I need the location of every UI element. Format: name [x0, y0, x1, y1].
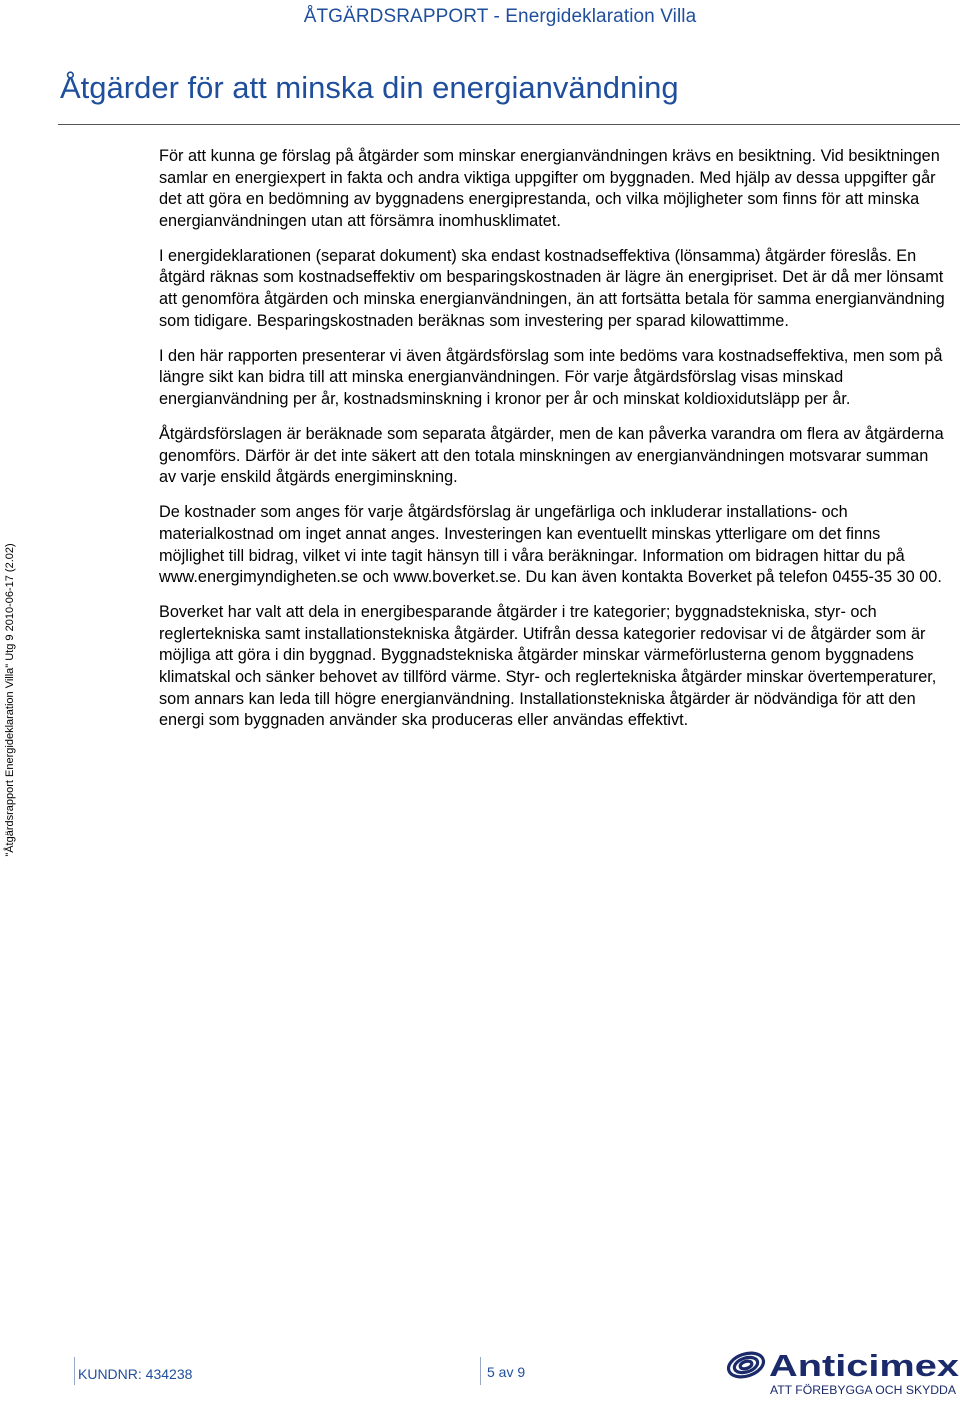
- footer-divider-left: [74, 1357, 75, 1385]
- customer-number: KUNDNR: 434238: [78, 1366, 193, 1382]
- spiral-icon: [725, 1349, 766, 1381]
- logo-wordmark: Anticimex: [769, 1348, 960, 1383]
- page-indicator: 5 av 9: [487, 1364, 526, 1380]
- anticimex-logo: [725, 1347, 960, 1399]
- page-title: Åtgärder för att minska din energianvändning: [60, 70, 679, 105]
- body-text: [159, 146, 945, 745]
- paragraph-costs: De kostnader som anges för varje åtgärdsförslag är ungefärliga och inkluderar installations- och materialkostnad om inget annat anges. Investeringen kan eventuellt minskas ytterligare om det finns möjlighet till bidrag, vilket vi inte tagit hänsyn till i våra beräkningar. Information om bidragen hittar du på www.energimyndigheten.se och www.boverket.se. Du kan även kontakta Boverket på telefon 0455-35 30 00.: [159, 503, 942, 587]
- document-version-text: "Åtgärdsrapport Energideklaration Villa" Utg 9 2010-06-17 (2.02): [4, 542, 16, 857]
- paragraph-inspection: För att kunna ge förslag på åtgärder som minskar energianvändningen krävs en besiktning. Vid besiktningen samlar en energiexpert in fakta och andra viktiga uppgifter om byggnaden. Med hjälp av dessa uppgifter går det att göra en bedömning av byggnadens energiprestanda, och vilka möjligheter som finns för att minska energianvändningen utan att försämra inomhusklimatet.: [159, 147, 940, 230]
- title-divider: [58, 124, 960, 125]
- paragraph-report-proposals: I den här rapporten presenterar vi även åtgärdsförslag som inte bedöms vara kostnadseffektiva, men som på längre sikt kan bidra till att minska energianvändningen. För varje åtgärdsförslag visas minskad energianvändning per år, kostnadsminskning i kronor per år och minskat koldioxidutsläpp per år.: [159, 346, 943, 408]
- document-version-note: [0, 542, 20, 857]
- paragraph-categories: Boverket har valt att dela in energibesparande åtgärder i tre kategorier; byggnadstekniska, styr- och reglertekniska samt installationstekniska åtgärder. Utifrån dessa kategorier redovisar vi de åtgärder som är möjliga att göra i din byggnad. Byggnadstekniska åtgärder minskar värmeförlusterna genom byggnadens klimatskal och sänker behovet av tillförd värme. Styr- och reglertekniska åtgärder minskar övertemperaturer, som annars kan leda till högre energianvändning. Installationstekniska åtgärder är nödvändiga för att den energi som byggnaden använder ska produceras eller användas effektivt.: [159, 603, 937, 730]
- paragraph-separate-measures: Åtgärdsförslagen är beräknade som separata åtgärder, men de kan påverka varandra om flera av åtgärderna genomförs. Därför är det inte säkert att den totala minskningen av energianvändningen motsvarar summan av varje enskild åtgärds energiminskning.: [159, 425, 944, 487]
- footer-divider-center: [480, 1357, 481, 1385]
- paragraph-cost-effective: I energideklarationen (separat dokument) ska endast kostnadseffektiva (lönsamma) åtgärder föreslås. En åtgärd räknas som kostnadseffektiv om besparingskostnaden är lägre än energipriset. Det är då mer lönsamt att genomföra åtgärden och minska energianvändningen, än att fortsätta betala för samma energianvändning som tidigare. Besparingskostnaden beräknas som investering per sparad kilowattimme.: [159, 246, 945, 330]
- logo-tagline: ATT FÖREBYGGA OCH SKYDDA: [770, 1385, 957, 1397]
- running-header: ÅTGÄRDSRAPPORT - Energideklaration Villa: [303, 6, 697, 27]
